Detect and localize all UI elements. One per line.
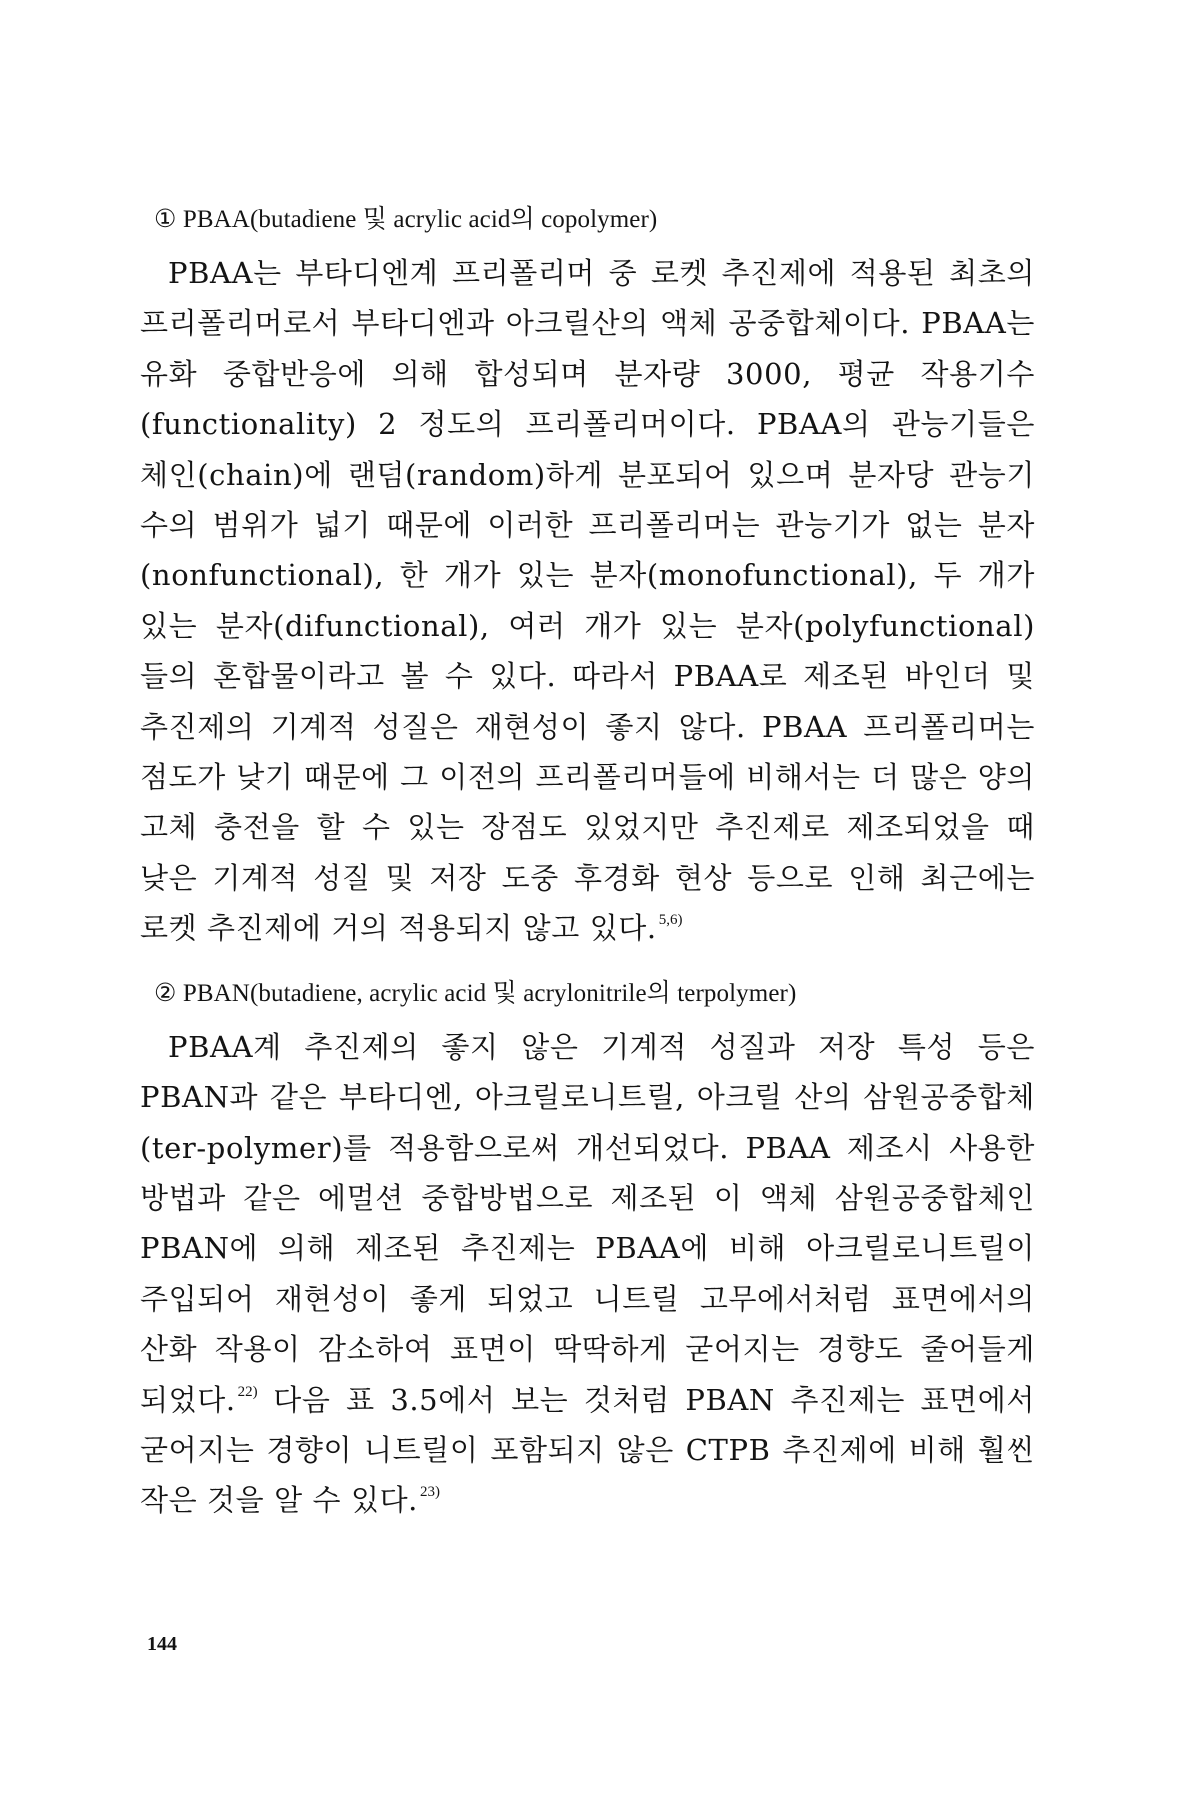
paragraph-pbaa: [140, 248, 1035, 954]
page-number: 144: [147, 1633, 177, 1655]
reference-superscript: 5,6): [658, 912, 683, 929]
section-heading-pban: ② PBAN(butadiene, acrylic acid 및 acrylonitrile의 terpolymer): [154, 979, 797, 1007]
page-content: [140, 200, 1035, 1526]
paragraph-pban: [140, 1022, 1035, 1526]
reference-superscript: 23): [420, 1484, 441, 1501]
reference-superscript: 22): [237, 1383, 258, 1400]
paragraph-pban-text-2: 다음 표 3.5에서 보는 것처럼 PBAN 추진제는 표면에서 굳어지는 경향이 니트릴이 포함되지 않은 CTPB 추진제에 비해 훨씬 작은 것을 알 수 있다.: [140, 1382, 1035, 1518]
paragraph-pbaa-text: PBAA는 부타디엔계 프리폴리머 중 로켓 추진제에 적용된 최초의 프리폴리머로서 부타디엔과 아크릴산의 액체 공중합체이다. PBAA는 유화 중합반응에 의해 합성되며 분자량 3000, 평균 작용기수(functionality) 2 정도의 프리폴리머이다. PBAA의 관능기들은 체인(chain)에 랜덤(random)하게 분포되어 있으며 분자당 관능기 수의 범위가 넓기 때문에 이러한 프리폴리머는 관능기가 없는 분자(nonfunctional), 한 개가 있는 분자(monofunctional), 두 개가 있는 분자(difunctional), 여러 개가 있는 분자(polyfunctional) 들의 혼합물이라고 볼 수 있다. 따라서 PBAA로 제조된 바인더 및 추진제의 기계적 성질은 재현성이 좋지 않다. PBAA 프리폴리머는 점도가 낮기 때문에 그 이전의 프리폴리머들에 비해서는 더 많은 양의 고체 충전을 할 수 있는 장점도 있었지만 추진제로 제조되었을 때 낮은 기계적 성질 및 저장 도중 후경화 현상 등으로 인해 최근에는 로켓 추진제에 거의 적용되지 않고 있다.: [140, 256, 1035, 946]
section-heading-pbaa: ① PBAA(butadiene 및 acrylic acid의 copolymer): [154, 206, 658, 233]
paragraph-pban-text-1: PBAA계 추진제의 좋지 않은 기계적 성질과 저장 특성 등은 PBAN과 같은 부타디엔, 아크릴로니트릴, 아크릴 산의 삼원공중합체(ter-polymer)를 적용함으로써 개선되었다. PBAA 제조시 사용한 방법과 같은 에멀션 중합방법으로 제조된 이 액체 삼원공중합체인 PBAN에 의해 제조된 추진제는 PBAA에 비해 아크릴로니트릴이 주입되어 재현성이 좋게 되었고 니트릴 고무에서처럼 표면에서의 산화 작용이 감소하여 표면이 딱딱하게 굳어지는 경향도 줄어들게 되었다.: [140, 1029, 1035, 1417]
